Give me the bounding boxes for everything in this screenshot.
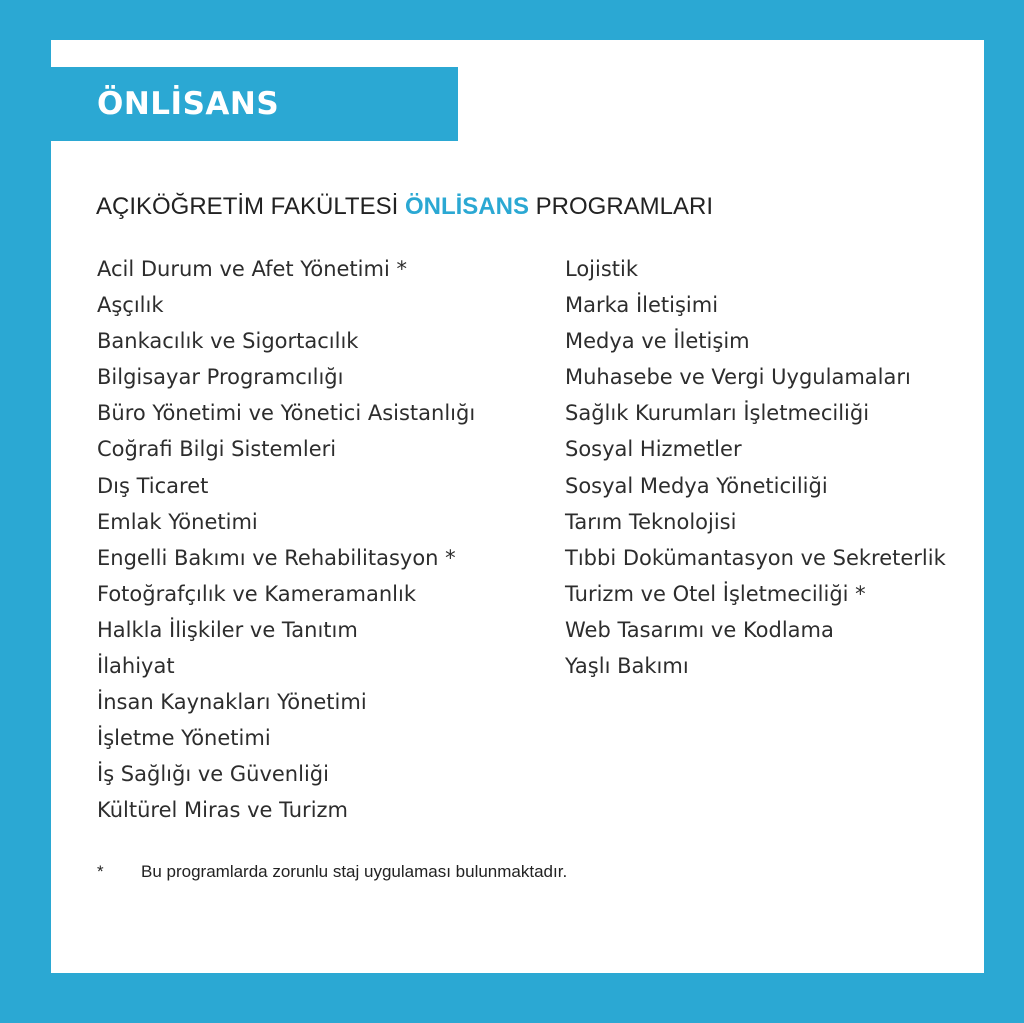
program-item: Medya ve İletişim bbox=[565, 329, 750, 354]
program-item: Acil Durum ve Afet Yönetimi * bbox=[97, 257, 407, 281]
section-heading bbox=[96, 190, 713, 224]
title-banner bbox=[51, 67, 458, 141]
program-item: Bilgisayar Programcılığı bbox=[97, 365, 344, 390]
program-list-left bbox=[97, 251, 475, 829]
banner-title: ÖNLİSANS bbox=[97, 86, 280, 122]
program-item: İnsan Kaynakları Yönetimi bbox=[97, 690, 367, 715]
program-item: Tarım Teknolojisi bbox=[565, 509, 737, 534]
program-item: Aşçılık bbox=[97, 293, 164, 318]
program-item: Coğrafi Bilgi Sistemleri bbox=[97, 437, 337, 462]
program-item: Emlak Yönetimi bbox=[97, 509, 258, 534]
program-item: Marka İletişimi bbox=[565, 293, 719, 318]
program-item: Muhasebe ve Vergi Uygulamaları bbox=[565, 365, 911, 390]
program-item: İşletme Yönetimi bbox=[97, 726, 271, 751]
program-item: Turizm ve Otel İşletmeciliği * bbox=[565, 581, 866, 606]
program-item: Sosyal Medya Yöneticiliği bbox=[565, 473, 828, 498]
program-list-right bbox=[565, 251, 946, 684]
program-item: İş Sağlığı ve Güvenliği bbox=[97, 762, 329, 787]
program-item: Tıbbi Dokümantasyon ve Sekreterlik bbox=[565, 545, 946, 570]
content-card bbox=[51, 40, 984, 973]
heading-prefix: AÇIKÖĞRETİM FAKÜLTESİ bbox=[96, 193, 405, 220]
program-item: Web Tasarımı ve Kodlama bbox=[565, 617, 834, 642]
program-item: Yaşlı Bakımı bbox=[565, 654, 689, 679]
heading-suffix: PROGRAMLARI bbox=[528, 193, 713, 220]
program-item: Büro Yönetimi ve Yönetici Asistanlığı bbox=[97, 401, 476, 426]
program-item: Sosyal Hizmetler bbox=[565, 437, 742, 462]
program-item: Fotoğrafçılık ve Kameramanlık bbox=[97, 581, 417, 606]
program-item: Lojistik bbox=[565, 257, 639, 281]
program-item: Kültürel Miras ve Turizm bbox=[97, 798, 349, 823]
program-item: Bankacılık ve Sigortacılık bbox=[97, 329, 359, 354]
footnote-text: Bu programlarda zorunlu staj uygulaması bulunmaktadır. bbox=[141, 862, 568, 881]
program-item: Sağlık Kurumları İşletmeciliği bbox=[565, 401, 870, 426]
program-item: Halkla İlişkiler ve Tanıtım bbox=[97, 617, 358, 642]
heading-accent: ÖNLİSANS bbox=[404, 193, 529, 220]
program-item: Engelli Bakımı ve Rehabilitasyon * bbox=[97, 545, 456, 570]
footnote bbox=[97, 858, 567, 886]
program-item: Dış Ticaret bbox=[97, 473, 209, 498]
program-item: İlahiyat bbox=[97, 654, 175, 679]
footnote-mark: * bbox=[97, 862, 104, 881]
